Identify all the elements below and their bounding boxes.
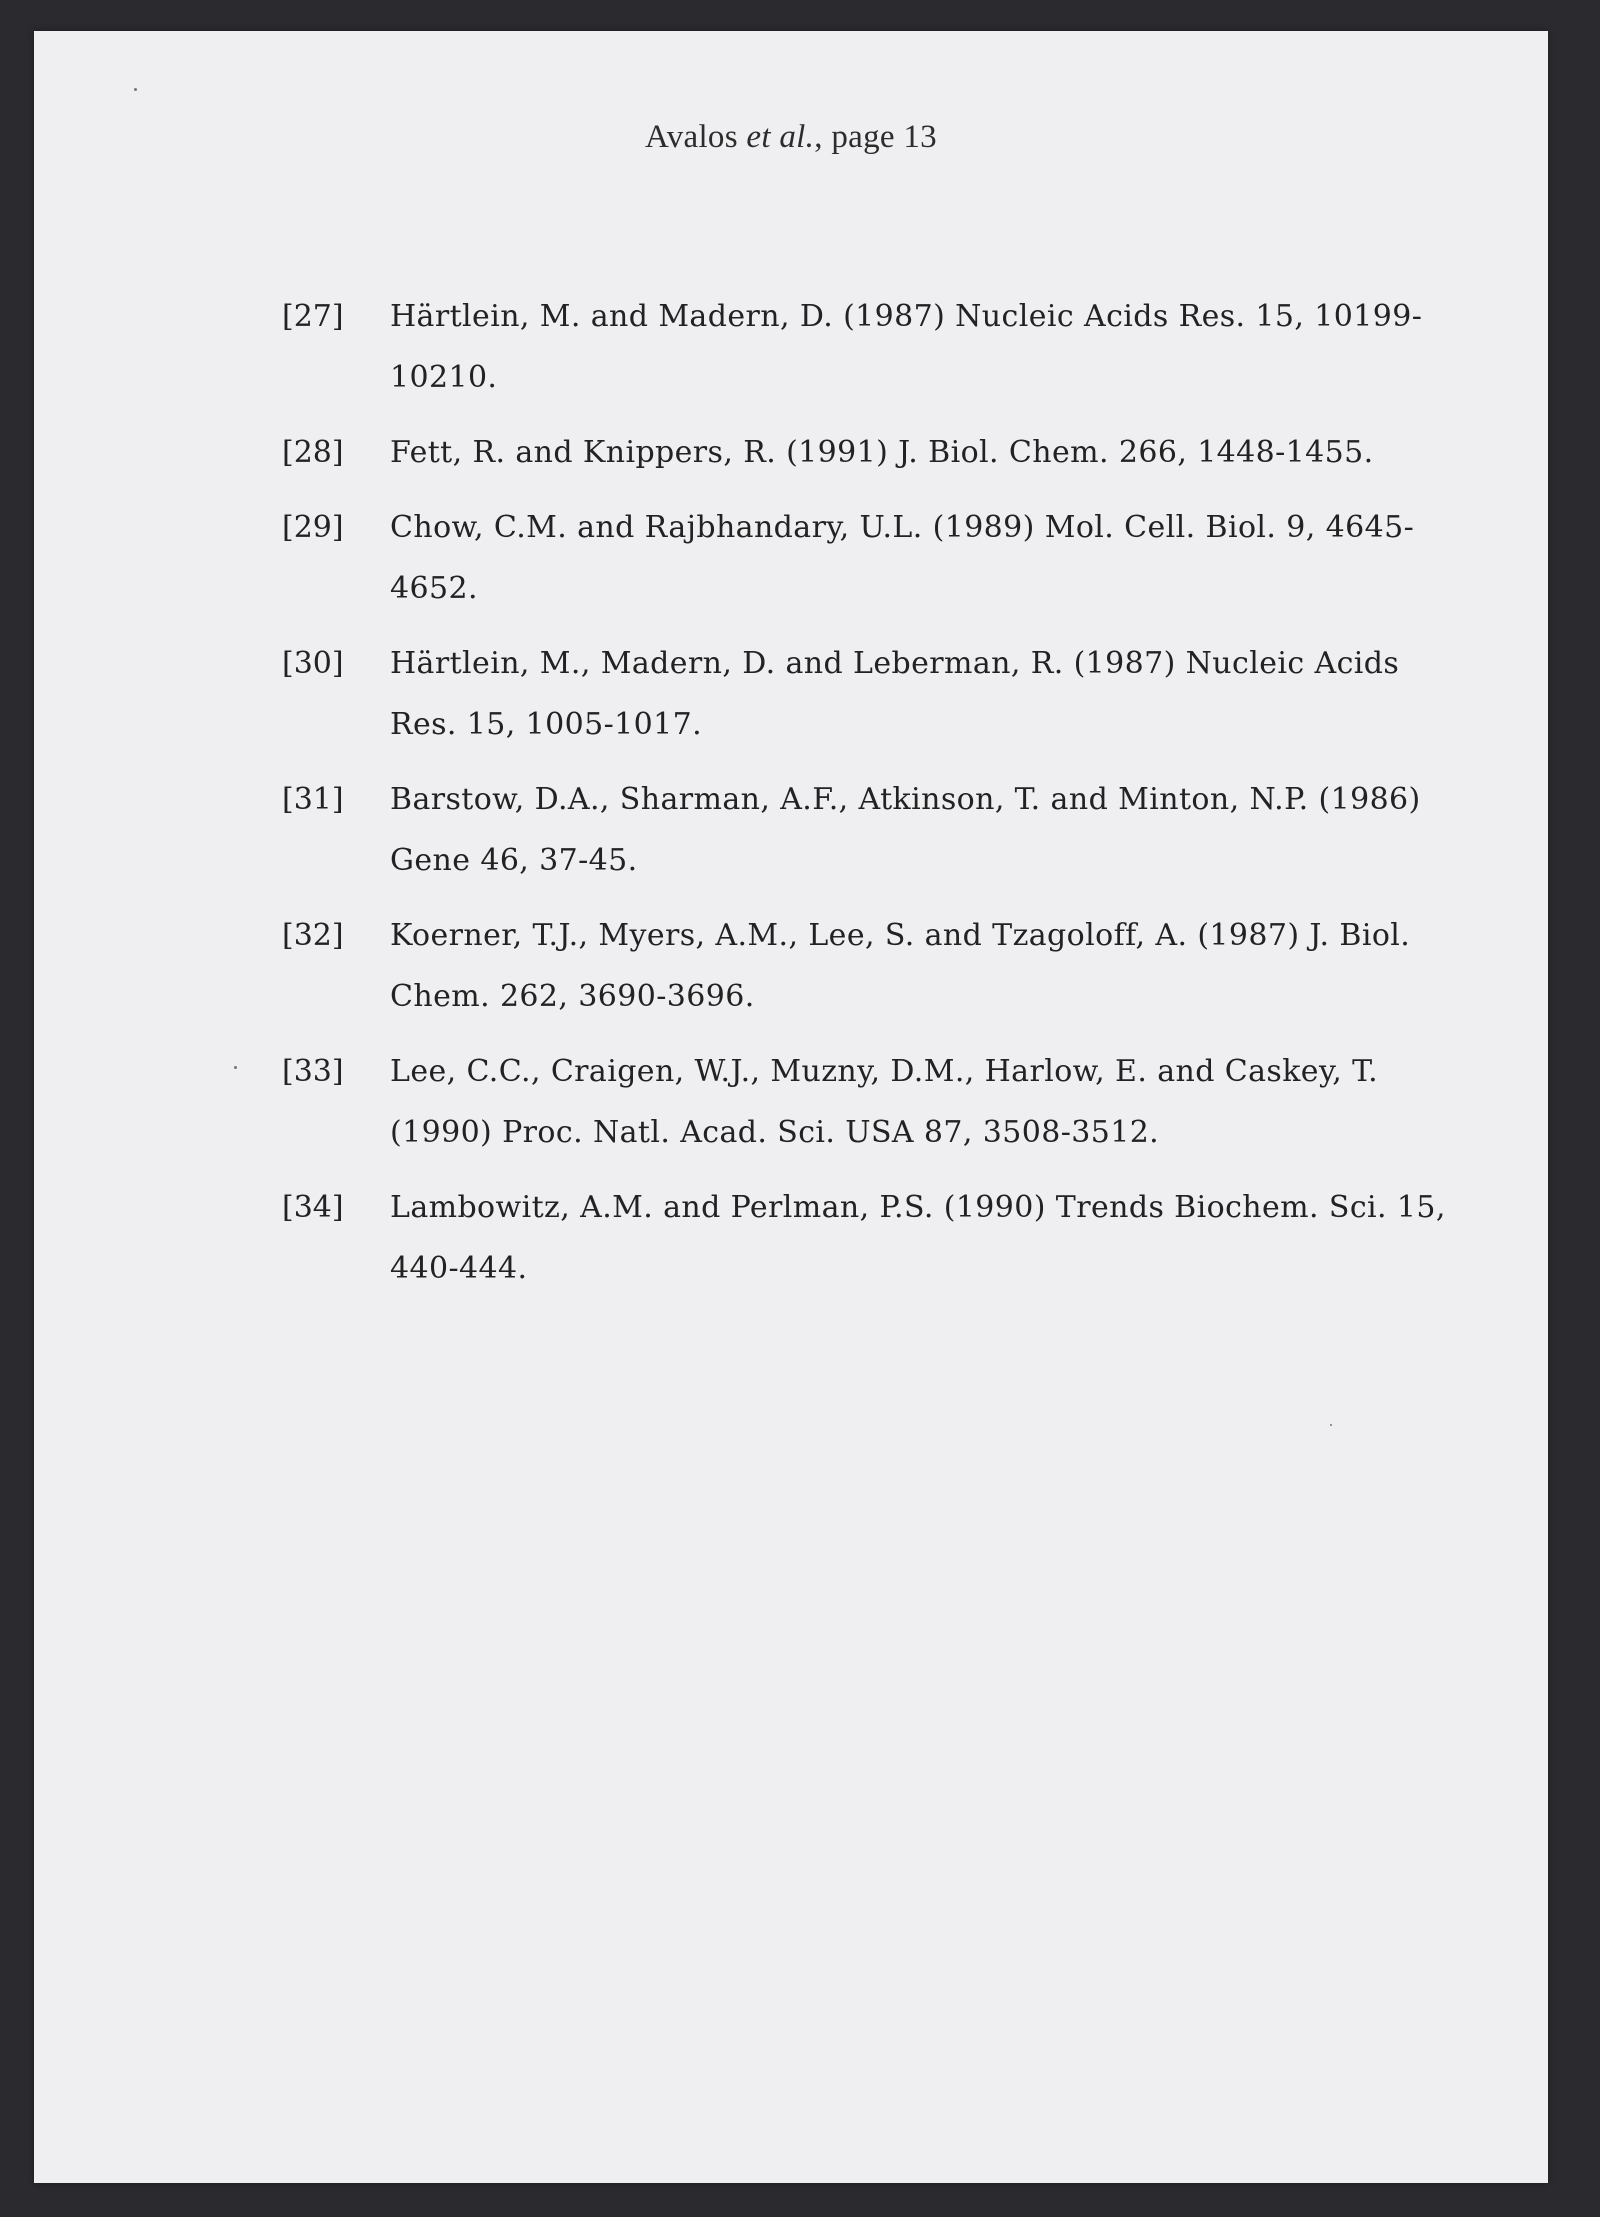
paper-speck [134, 88, 137, 91]
reference-number: [32] [282, 918, 344, 953]
reference-text: Barstow, D.A., Sharman, A.F., Atkinson, T. and Minton, N.P. (1986) Gene 46, 37-45. [390, 782, 1421, 878]
reference-number: [27] [282, 299, 344, 334]
reference-number: [34] [282, 1190, 344, 1225]
header-page-label: , page 13 [814, 119, 937, 155]
reference-item [282, 1041, 1462, 1163]
reference-text: Lee, C.C., Craigen, W.J., Muzny, D.M., Harlow, E. and Caskey, T. (1990) Proc. Natl. Acad. Sci. USA 87, 3508-3512. [390, 1054, 1379, 1150]
reference-text: Koerner, T.J., Myers, A.M., Lee, S. and Tzagoloff, A. (1987) J. Biol. Chem. 262, 3690-3696. [390, 918, 1411, 1014]
running-header [34, 119, 1548, 156]
reference-text: Härtlein, M., Madern, D. and Leberman, R. (1987) Nucleic Acids Res. 15, 1005-1017. [390, 646, 1400, 742]
reference-text: Chow, C.M. and Rajbhandary, U.L. (1989) Mol. Cell. Biol. 9, 4645-4652. [390, 510, 1415, 606]
reference-number: [33] [282, 1054, 344, 1089]
reference-item [282, 286, 1462, 408]
reference-text: Fett, R. and Knippers, R. (1991) J. Biol. Chem. 266, 1448-1455. [390, 435, 1374, 470]
document-page [34, 31, 1548, 2183]
reference-text: Lambowitz, A.M. and Perlman, P.S. (1990) Trends Biochem. Sci. 15, 440-444. [390, 1190, 1446, 1286]
paper-speck [1330, 1424, 1332, 1426]
reference-item [282, 1177, 1462, 1299]
reference-item [282, 497, 1462, 619]
reference-item [282, 769, 1462, 891]
header-etal: et al. [746, 119, 815, 155]
header-author: Avalos [645, 119, 738, 155]
paper-speck [234, 1066, 237, 1069]
reference-text: Härtlein, M. and Madern, D. (1987) Nucleic Acids Res. 15, 10199-10210. [390, 299, 1423, 395]
reference-number: [29] [282, 510, 344, 545]
reference-item [282, 905, 1462, 1027]
reference-number: [31] [282, 782, 344, 817]
reference-number: [30] [282, 646, 344, 681]
reference-item [282, 633, 1462, 755]
reference-number: [28] [282, 435, 344, 470]
reference-list [282, 286, 1462, 1313]
reference-item [282, 422, 1462, 483]
